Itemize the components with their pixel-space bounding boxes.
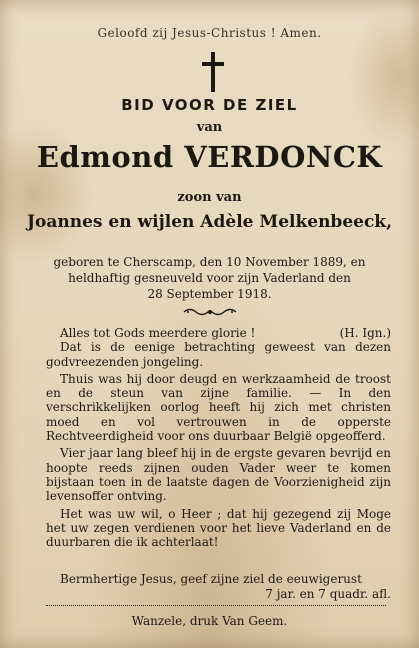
first-line-right: (H. Ign.) [339,326,391,340]
ornament-divider-icon [182,307,238,317]
paragraph-2: Thuis was hij door deugd en werkzaamheid de troost en de steun van zijne familie. — In den verschrikkelijken oorlog heeft hij zich met christen moed en vol vertrouwen in de opperste Rechtveerdigheid voor ons duurbaar België opgeofferd. [46,371,391,444]
paragraph-3: Vier jaar lang bleef hij in de ergste gevaren bevrijd en hoopte reeds zijnen ouden Vader weer te komen bijstaan toen in de laatste dagen de Voorzienigheid zijn levensoffer ontving. [46,446,391,504]
paragraph-4: Het was uw wil, o Heer ; dat hij gezegend zij Moge het uw zegen verdienen voor het lieve Vaderland en de duurbaren die ik achterlaat! [46,506,391,550]
deceased-name: Edmond VERDONCK [36,140,383,174]
zoon-van-label: zoon van [177,190,242,205]
motto: Geloofd zij Jesus-Christus ! Amen. [97,26,322,40]
divider-rule [46,605,386,606]
first-line [46,326,391,340]
eulogy-text [46,326,391,549]
van-label: van [196,120,223,135]
closing-prayer [46,572,391,601]
paragraph-1: Dat is de eenige betrachting geweest van dezen godvreezenden jongeling. [46,340,391,369]
parents-names: Joannes en wijlen Adèle Melkenbeeck, [26,212,392,232]
born-line: 28 September 1918. [147,287,272,301]
born-line: geboren te Cherscamp, den 10 November 1889, en [53,255,366,269]
birth-death-details [0,254,419,302]
cross-icon [202,52,224,92]
heading: BID VOOR DE ZIEL [121,96,298,114]
indulgence-line: 7 jar. en 7 quadr. afl. [265,586,391,601]
printer-credit: Wanzele, druk Van Geem. [131,614,288,628]
prayer-line: Bermhertige Jesus, geef zijne ziel de eeuwigerust [60,572,362,586]
first-line-left: Alles tot Gods meerdere glorie ! [60,326,256,340]
born-line: heldhaftig gesneuveld voor zijn Vaderland den [68,271,351,285]
